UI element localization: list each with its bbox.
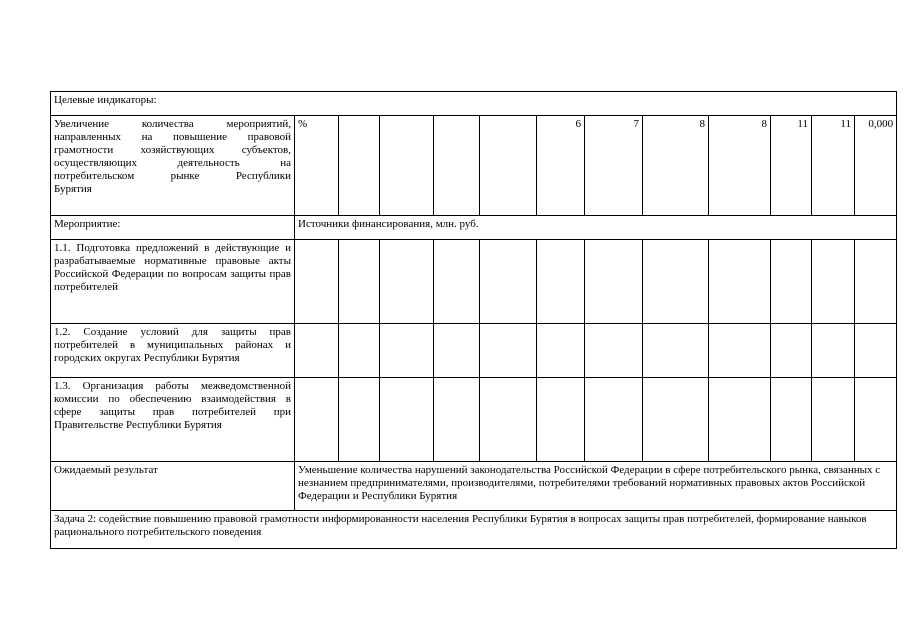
empty-cell (855, 324, 897, 378)
expected-result-text: Уменьшение количества нарушений законодательства Российской Федерации в сфере потребительского рынка, связанных с незнанием предпринимателями, производителями, потребителями требований нормативных правовых актов Российской Федерации и Республики Бурятия (295, 462, 897, 511)
empty-cell (339, 378, 380, 462)
empty-cell (812, 324, 855, 378)
empty-cell (537, 378, 585, 462)
empty-cell (643, 324, 709, 378)
indicator-value: 6 (537, 116, 585, 216)
indicator-value: 11 (771, 116, 812, 216)
empty-cell (434, 240, 480, 324)
empty-cell (643, 240, 709, 324)
empty-cell (643, 378, 709, 462)
empty-cell (295, 240, 339, 324)
empty-cell (771, 240, 812, 324)
empty-cell (434, 324, 480, 378)
task-row (51, 511, 897, 549)
empty-cell (585, 378, 643, 462)
task-text: Задача 2: содействие повышению правовой грамотности информированности населения Республики Бурятия в вопросах защиты прав потребителей, формирование навыков рационального потребительского поведения (51, 511, 897, 549)
empty-cell (339, 324, 380, 378)
empty-cell (771, 378, 812, 462)
empty-cell (380, 378, 434, 462)
empty-cell (434, 378, 480, 462)
empty-cell (537, 240, 585, 324)
activity-row (51, 378, 897, 462)
activity-header-label: Мероприятие: (51, 216, 295, 240)
empty-cell (480, 240, 537, 324)
indicator-value (380, 116, 434, 216)
funding-sources-label: Источники финансирования, млн. руб. (295, 216, 897, 240)
activity-name: 1.1. Подготовка предложений в действующие и разрабатываемые нормативные правовые акты Российской Федерации по вопросам защиты прав потребителей (51, 240, 295, 324)
program-table (50, 91, 897, 549)
empty-cell (855, 240, 897, 324)
activity-name: 1.2. Создание условий для защиты прав потребителей в муниципальных районах и городских округах Республики Бурятия (51, 324, 295, 378)
indicator-value (480, 116, 537, 216)
empty-cell (771, 324, 812, 378)
empty-cell (339, 240, 380, 324)
expected-result-row (51, 462, 897, 511)
indicator-value: 8 (709, 116, 771, 216)
indicator-value: 11 (812, 116, 855, 216)
empty-cell (380, 240, 434, 324)
empty-cell (380, 324, 434, 378)
activity-name: 1.3. Организация работы межведомственной комиссии по обеспечению взаимодействия в сфере защиты прав потребителей при Правительстве Республики Бурятия (51, 378, 295, 462)
activity-row (51, 240, 897, 324)
empty-cell (480, 324, 537, 378)
indicator-name: Увеличение количества мероприятий, направленных на повышение правовой грамотности хозяйствующих субъектов, осуществляющих деятельность на потребительском рынке Республики Бурятия (51, 116, 295, 216)
empty-cell (585, 240, 643, 324)
target-indicators-title: Целевые индикаторы: (51, 92, 897, 116)
empty-cell (480, 378, 537, 462)
empty-cell (585, 324, 643, 378)
activity-header-row (51, 216, 897, 240)
empty-cell (855, 378, 897, 462)
indicator-value: 8 (643, 116, 709, 216)
empty-cell (812, 240, 855, 324)
indicator-value: 7 (585, 116, 643, 216)
empty-cell (537, 324, 585, 378)
empty-cell (709, 240, 771, 324)
indicator-value (339, 116, 380, 216)
empty-cell (295, 378, 339, 462)
indicator-row (51, 116, 897, 216)
target-indicators-title-row (51, 92, 897, 116)
empty-cell (812, 378, 855, 462)
indicator-value (434, 116, 480, 216)
empty-cell (709, 324, 771, 378)
empty-cell (295, 324, 339, 378)
expected-result-label: Ожидаемый результат (51, 462, 295, 511)
indicator-value: 0,000 (855, 116, 897, 216)
empty-cell (709, 378, 771, 462)
activity-row (51, 324, 897, 378)
indicator-unit: % (295, 116, 339, 216)
